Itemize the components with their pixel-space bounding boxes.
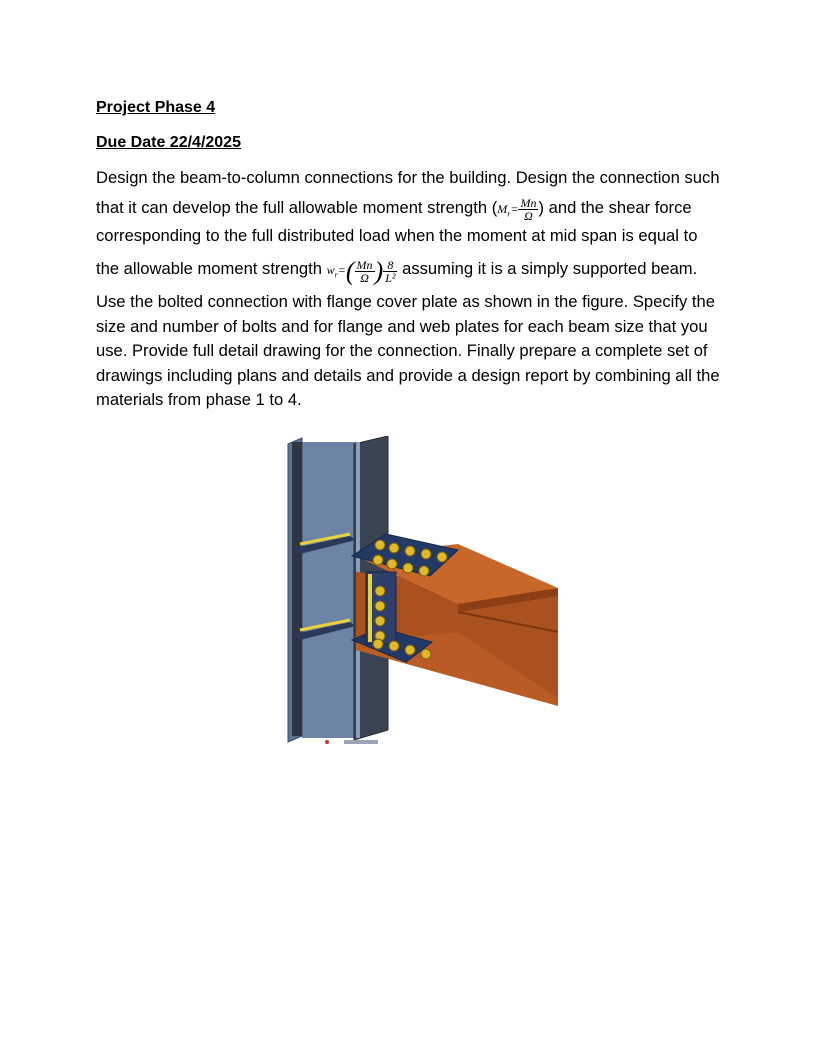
paragraph-text: ) and the shear force	[538, 197, 692, 217]
paragraph-line: corresponding to the full distributed load when the moment at mid span is equal to	[96, 225, 698, 245]
paragraph-text: assuming it is a simply supported beam.	[397, 259, 698, 278]
paragraph-line	[96, 248, 748, 290]
formula-moment-strength: $M_r=$ $\frac{Mn}{\Omega}$	[497, 196, 537, 224]
project-title: Project Phase 4	[96, 99, 216, 116]
paragraph-line: materials from phase 1 to 4.	[96, 390, 302, 409]
paragraph-line: drawings including plans and details and provide a design report by combining all the	[96, 365, 720, 385]
paragraph-line: Use the bolted connection with flange cover plate as shown in the figure. Specify the	[96, 292, 715, 311]
bolted-flange-plate-connection-illustration	[280, 436, 570, 748]
paragraph-line	[96, 191, 748, 224]
paragraph-line: size and number of bolts and for flange and web plates for each beam size that you	[96, 316, 708, 336]
formula-distributed-load: $w_r=$( $\frac{Mn}{\Omega}$ ) $\frac{8}{\text{L²}}$	[326, 256, 396, 286]
paragraph-text: that it can develop the full allowable moment strength (	[96, 197, 498, 217]
due-date: Due Date 22/4/2025	[96, 134, 241, 151]
column-web	[302, 442, 360, 738]
instructions-paragraph	[96, 166, 748, 413]
connection-figure	[280, 436, 570, 748]
paragraph-text: the allowable moment strength	[96, 259, 327, 278]
paragraph-line: use. Provide full detail drawing for the connection. Finally prepare a complete set of	[96, 341, 708, 360]
paragraph-line: Design the beam-to-column connections for the building. Design the connection such	[96, 168, 720, 187]
